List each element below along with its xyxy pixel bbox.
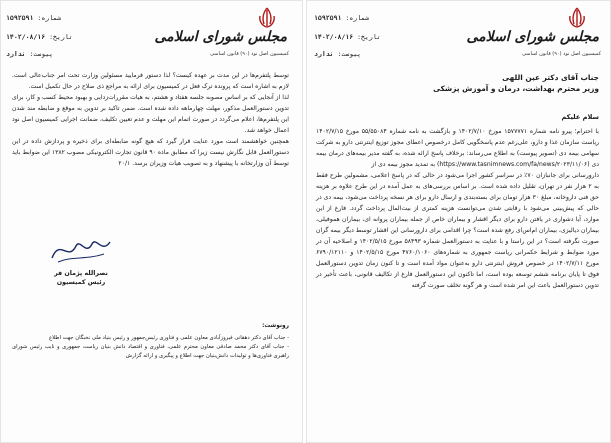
letter-number: شماره:۱۵۹۲۵۹۱ <box>6 14 61 22</box>
parliament-logo-title: مجلس شورای اسلامی <box>466 29 599 45</box>
handwritten-signature <box>46 232 116 266</box>
cc-item: - جناب آقای دکتر محمد صادقی معاون محترم علمی، فناوری و اقتصاد دانش بنیان ریاست جمهوری و نایب رئیس شورای راهبری فناوری‌ها و تولیدات دانش‌بنیان جهت اطلاع و پیگیری و ارائه گزارش <box>12 344 289 359</box>
body-paragraph: با احترام؛ پیرو نامه شماره ۱۵۷۷۷۷۱ مورخ ۱۴۰۲/۷/۱۰ و بازگشت به نامه شماره ۵۵/۵۵۰۸۴ مورخ ۱۴۰۲/۷/۱۵ ریاست سازمان غذا و دارو، علی‌رغم عدم پاسخگویی کامل درخصوص اعطای مجوز توزیع اینترنتی دارو به شرکت سهامی بیمه دی (تصویر پیوست) به اطلاع می‌رساند: برخلاف پاسخ ارائه شده، به گفته مدیر بیمه‌های درمان بیمه دی (https://www.tasnimnews.com/fa/news/۲۰۲۳/۱۱/۰۶) به تمدید مجوز بیمه دی از <box>316 128 599 168</box>
iran-emblem-icon <box>564 6 590 30</box>
body-paragraph: دارورسانی برای جانبازان ۷۰٪ در سراسر کشور اجرا می‌شود در حالی که در پاسخ اعلامی، مشمولین طرح فقط به ۲ هزار نفر در تهران، تقلیل داده شده است. بر اساس بررسی‌های به عمل آمده در این طرح علاوه بر هزینه حق فنی داروخانه، مبلغ ۳۰ هزار تومان برای بسته‌بندی و ارسال دارو برای هر نسخه پرداخت می‌شود، بیمه دی در حالی که پیش‌بینی می‌شود با رقابتی شدن می‌توانست هزینه کمتری از بیت‌المال پرداخت گردد. فارغ از این موارد، آیا دشواری در یافتن دارو برای دیگر اقشار و بیماران خاص از جمله بیماران پروانه ای، بیماران هموفیلی، بیماران دیالیزی، بیماران ام‌اس‌ای رفع شده است؟ چرا اقدامی برای دارورسانی این اقشار توسط دیگر بیمه گران صورت نگرفته است؟ در این راستا و با عنایت به دستورالعمل شماره ۵۸۴۹۳ مورخ ۱۴۰۲/۵/۱۵ و اصلاحیه آن در مورد ضوابط و شرایط حکمرانی ریاست جمهوری به شماره‌های ۴۷۶۰/۱۰۶۰ مورخ ۱۴۰۲/۵/۱۵ و ۶۷۹۰/۱۲۱۱۰ مورخ ۱۴۰۲/۷/۱۱ در خصوص فروش اینترنتی دارو به‌عنوان مواد آمده است و تا کنون زمان تدوین دستورالعمل فوق تا پایان برنامه ششم توسعه بوده است، اما تاکنون این دستورالعمل فارغ از تکالیف قانونی، باعث تأخیر در تدوین دستورالعمل باعث این امر شده است و هر گونه تخلف صورت گرفته <box>316 172 600 289</box>
body-paragraph: همچنین خواهشمند است مورد عنایت قرار گیرد که هیچ گونه ضابطه‌ای برای ذخیره و پردازش داده در این دستورالعمل قابل نگارش نیست زیرا که مطابق ماده ۹۰ قانون تجارت الکترونیکی مصوب ۱۳۸۲ این ضوابط باید توسط آن وزارتخانه با پیشنهاد و به تصویب هیات وزیران برسد. ۲۰/۱ <box>12 138 289 167</box>
commission-name: کمیسیون اصل نود (۹۰) قانون اساسی <box>522 51 601 57</box>
letter-page-second <box>0 0 303 443</box>
recipient-block <box>319 72 599 94</box>
salutation: سلام علیکم <box>561 113 599 121</box>
parliament-logo-title: مجلس شورای اسلامی <box>154 29 287 45</box>
letter-page-first <box>306 0 611 443</box>
letter-body <box>316 126 599 291</box>
letter-date: تاریخ:۱۴۰۲/۰۸/۱۶ <box>6 33 73 41</box>
letter-attachment: پیوست:ندارد <box>6 50 54 58</box>
letter-date: تاریخ:۱۴۰۲/۰۸/۱۶ <box>314 33 381 41</box>
cc-item: - جناب آقای دکتر دهقانی فیروزآبادی معاون علمی و فناوری رئیس‌جمهور و رئیس بنیاد ملی نخبگان جهت اطلاع <box>48 335 289 341</box>
letter-number: شماره:۱۵۹۲۵۹۱ <box>314 14 369 22</box>
commission-name: کمیسیون اصل نود (۹۰) قانون اساسی <box>210 51 289 57</box>
letter-body <box>12 70 289 169</box>
iran-emblem-icon <box>254 6 280 30</box>
cc-heading: رونوشت: <box>262 323 289 329</box>
recipient-title: وزیر محترم بهداشت، درمان و آموزش پزشکی <box>433 84 599 93</box>
signature-block <box>46 232 116 286</box>
signatory-name: نصرالله پژمان فر <box>54 270 108 277</box>
signatory-role: رئیس کمیسیون <box>56 279 106 286</box>
recipient-name: جناب آقای دکتر عین اللهی <box>502 73 599 82</box>
body-paragraph: توسط پلتفرم‌ها در این مدت بر عهده کیست؟ لذا دستور فرمایید مسئولین وزارت تحت امر جناب‌عالی است. لازم به اشاره است که پرونده ترک فعل در کمیسیون برای ارائه به مراجع ذی صلاح در حال تکمیل است. <box>12 72 289 90</box>
body-paragraph: لذا از آنجایی که بر اساس مصوبه جلسه هفتاد و هشتم، به هیات مقررات‌زدایی و بهبود محیط کسب و کار، برای تدوین دستورالعمل مذکور، مهلت چهارماهه داده شده است. ضمن تاکید بر تدوین به موقع و ضابطه مند شدن این پلتفرم‌ها، اعلام می‌گردد در صورت اتمام این مهلت و عدم تعیین تکلیف، ضمانت اجرایی کمیسیون اصل نود اعمال خواهد شد. <box>12 94 289 134</box>
letter-attachment: پیوست:ندارد <box>314 50 362 58</box>
cc-section <box>12 322 289 361</box>
